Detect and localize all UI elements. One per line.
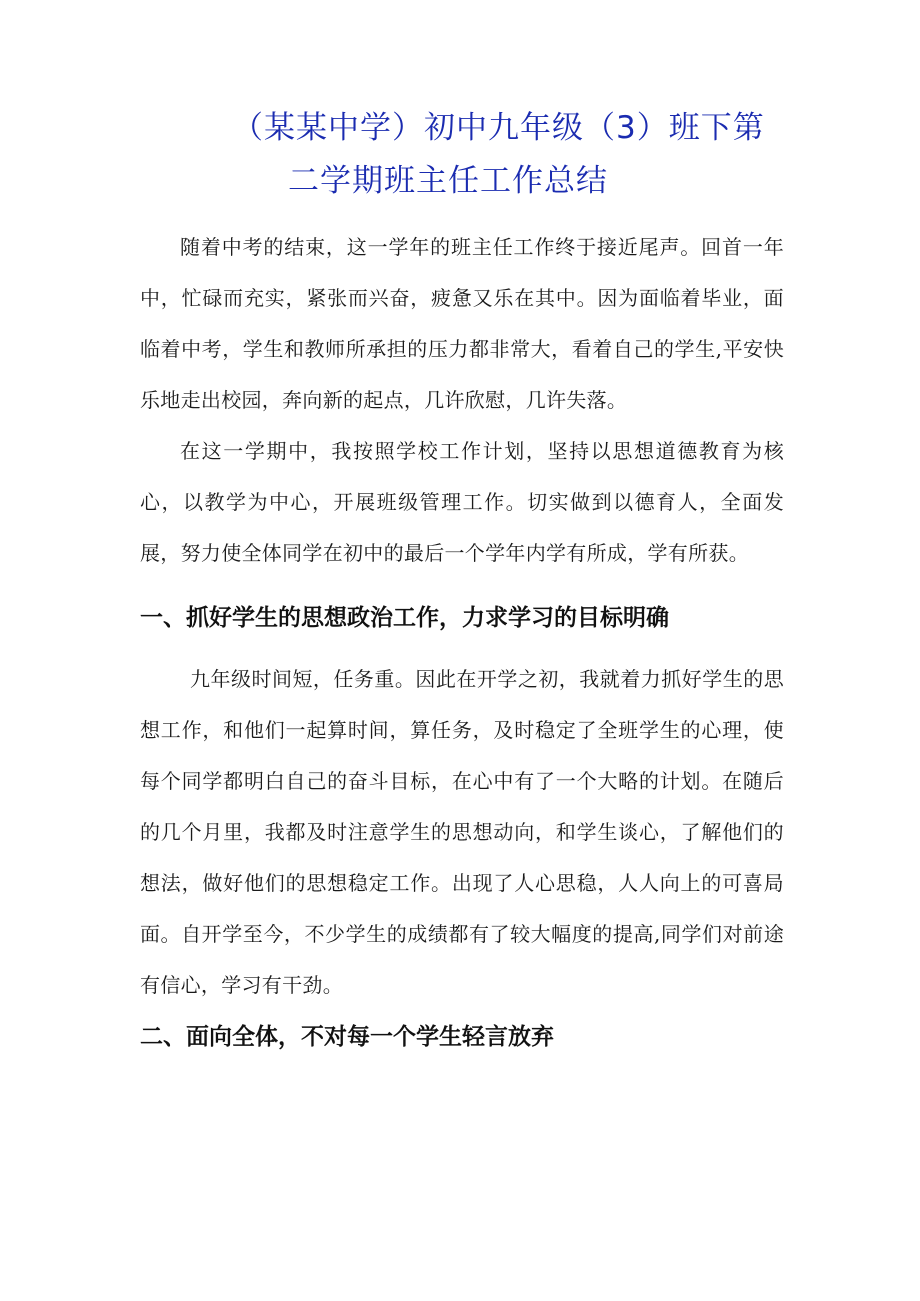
plan-paragraph: 在这一学期中，我按照学校工作计划，坚持以思想道德教育为核心，以教学为中心，开展班级管理工作。切实做到以德育人，全面发展，努力使全体同学在初中的最后一个学年内学有所成，学有所获。 (140, 439, 784, 565)
document-title-line-1: （某某中学）初中九年级（3）班下第 (232, 110, 765, 146)
section-1-paragraph: 九年级时间短，任务重。因此在开学之初，我就着力抓好学生的思想工作，和他们一起算时间，算任务，及时稳定了全班学生的心理，使每个同学都明白自己的奋斗目标，在心中有了一个大略的计划。在随后的几个月里，我都及时注意学生的思想动向，和学生谈心，了解他们的想法，做好他们的思想稳定工作。出现了人心思稳，人人向上的可喜局面。自开学至今，不少学生的成绩都有了较大幅度的提高,同学们对前途有信心，学习有干劲。 (140, 667, 784, 997)
section-heading-2: 二、面向全体，不对每一个学生轻言放弃 (140, 1024, 554, 1050)
intro-paragraph: 随着中考的结束，这一学年的班主任工作终于接近尾声。回首一年中，忙碌而充实，紧张而兴奋，疲惫又乐在其中。因为面临着毕业，面临着中考，学生和教师所承担的压力都非常大，看着自己的学生,平安快乐地走出校园，奔向新的起点，几许欣慰，几许失落。 (140, 235, 784, 412)
document-title-line-2: 二学期班主任工作总结 (288, 163, 608, 199)
section-heading-1: 一、抓好学生的思想政治工作，力求学习的目标明确 (140, 605, 669, 631)
